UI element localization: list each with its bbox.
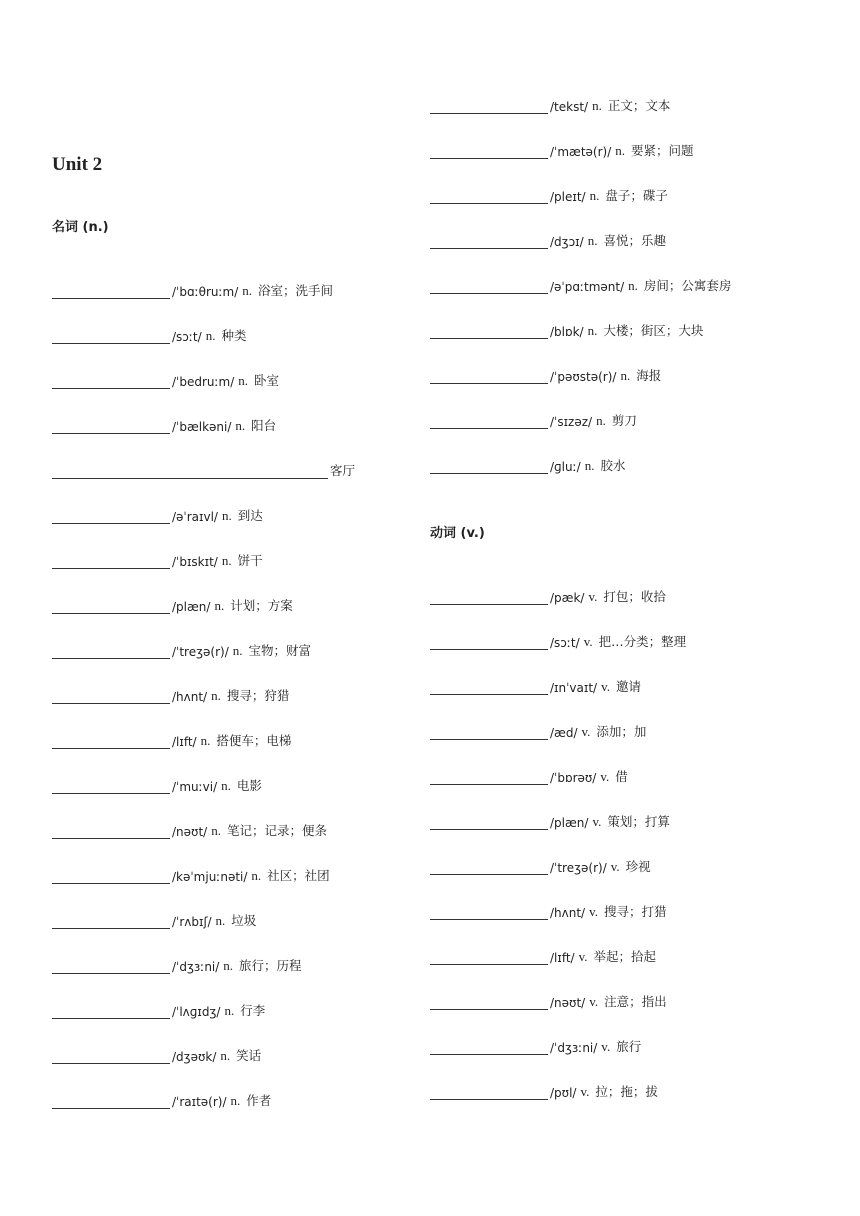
part-of-speech: n. xyxy=(628,278,638,293)
part-of-speech: n. xyxy=(235,418,246,433)
answer-blank[interactable] xyxy=(430,680,548,695)
vocab-row xyxy=(430,274,731,294)
vocab-row xyxy=(52,414,276,434)
vocab-row xyxy=(52,369,279,389)
vocab-row xyxy=(430,454,625,474)
vocab-row xyxy=(430,319,703,339)
part-of-speech: n. xyxy=(214,598,225,613)
answer-blank[interactable] xyxy=(52,869,170,884)
answer-blank[interactable] xyxy=(52,689,170,704)
phonetic: /æd/ xyxy=(550,726,578,740)
chinese-meaning: 注意；指出 xyxy=(604,994,667,1009)
answer-blank[interactable] xyxy=(52,824,170,839)
chinese-meaning: 旅行 xyxy=(616,1039,642,1054)
part-of-speech: n. xyxy=(584,458,595,473)
phonetic: /hʌnt/ xyxy=(550,906,586,920)
phonetic: /sɔːt/ xyxy=(550,636,580,650)
phonetic: /dʒəʊk/ xyxy=(172,1050,217,1064)
vocab-row xyxy=(52,954,302,974)
chinese-meaning: 盘子；碟子 xyxy=(605,188,668,203)
phonetic: /sɔːt/ xyxy=(172,330,202,344)
part-of-speech: n. xyxy=(615,143,625,158)
chinese-meaning: 浴室；洗手间 xyxy=(258,283,334,298)
phonetic: /ˈbɑːθruːm/ xyxy=(172,285,239,299)
phonetic: /ˈrʌbɪʃ/ xyxy=(172,915,212,929)
part-of-speech: n. xyxy=(242,283,253,298)
part-of-speech: v. xyxy=(600,769,610,784)
answer-blank[interactable] xyxy=(52,464,328,479)
chinese-meaning: 阳台 xyxy=(251,418,277,433)
answer-blank[interactable] xyxy=(430,369,548,384)
answer-blank[interactable] xyxy=(430,770,548,785)
phonetic: /nəʊt/ xyxy=(550,996,586,1010)
chinese-meaning: 大楼；街区；大块 xyxy=(603,323,704,338)
vocab-row xyxy=(52,594,293,614)
answer-blank[interactable] xyxy=(52,329,170,344)
phonetic: /əˈraɪvl/ xyxy=(172,510,218,524)
answer-blank[interactable] xyxy=(430,414,548,429)
part-of-speech: v. xyxy=(601,1039,611,1054)
vocab-row xyxy=(430,139,694,159)
chinese-meaning: 搭便车；电梯 xyxy=(216,733,292,748)
chinese-meaning: 作者 xyxy=(246,1093,272,1108)
vocab-row xyxy=(52,504,263,524)
phonetic: /tekst/ xyxy=(550,100,589,114)
phonetic: /ˈtreʒə(r)/ xyxy=(172,645,229,659)
chinese-meaning: 邀请 xyxy=(615,679,641,694)
vocab-row xyxy=(52,819,327,839)
answer-blank[interactable] xyxy=(430,144,548,159)
part-of-speech: v. xyxy=(580,1084,590,1099)
phonetic: /ˈbælkəni/ xyxy=(172,420,232,434)
vocab-row xyxy=(430,990,667,1010)
vocab-row xyxy=(430,675,641,695)
part-of-speech: n. xyxy=(205,328,216,343)
chinese-meaning: 策划；打算 xyxy=(607,814,670,829)
phonetic: /dʒɔɪ/ xyxy=(550,235,584,249)
part-of-speech: n. xyxy=(220,1048,231,1063)
phonetic: /ˈlʌɡɪdʒ/ xyxy=(172,1005,221,1019)
chinese-meaning: 电影 xyxy=(236,778,262,793)
vocab-row xyxy=(52,639,311,659)
answer-blank[interactable] xyxy=(430,324,548,339)
vocab-row xyxy=(52,549,263,569)
section-verbs-heading: 动词 (v.) xyxy=(430,526,485,541)
phonetic: /plæn/ xyxy=(172,600,211,614)
phonetic: /ˈbɪskɪt/ xyxy=(172,555,218,569)
answer-blank[interactable] xyxy=(430,635,548,650)
section-nouns-heading: 名词 (n.) xyxy=(52,220,109,235)
phonetic: /kəˈmjuːnəti/ xyxy=(172,870,248,884)
part-of-speech: v. xyxy=(583,634,593,649)
chinese-meaning: 把…分类；整理 xyxy=(598,634,687,649)
part-of-speech: n. xyxy=(589,188,600,203)
answer-blank[interactable] xyxy=(430,1085,548,1100)
phonetic: /ˈdʒɜːni/ xyxy=(550,1041,598,1055)
answer-blank[interactable] xyxy=(430,234,548,249)
answer-blank[interactable] xyxy=(430,995,548,1010)
answer-blank[interactable] xyxy=(430,590,548,605)
answer-blank[interactable] xyxy=(52,374,170,389)
unit-title: Unit 2 xyxy=(52,154,103,175)
phonetic: /lɪft/ xyxy=(172,735,197,749)
chinese-meaning: 胶水 xyxy=(600,458,626,473)
answer-blank[interactable] xyxy=(52,644,170,659)
vocab-row xyxy=(430,720,646,740)
part-of-speech: n. xyxy=(224,1003,235,1018)
answer-blank[interactable] xyxy=(430,99,548,114)
part-of-speech: v. xyxy=(581,724,591,739)
vocab-row xyxy=(52,459,355,479)
answer-blank[interactable] xyxy=(430,725,548,740)
chinese-meaning: 房间；公寓套房 xyxy=(643,278,732,293)
vocab-row xyxy=(52,729,291,749)
phonetic: /nəʊt/ xyxy=(172,825,208,839)
part-of-speech: n. xyxy=(211,688,221,703)
part-of-speech: n. xyxy=(215,913,226,928)
part-of-speech: n. xyxy=(221,778,231,793)
part-of-speech: v. xyxy=(601,679,610,694)
phonetic: /ɡluː/ xyxy=(550,460,581,474)
answer-blank[interactable] xyxy=(52,779,170,794)
phonetic: /hʌnt/ xyxy=(172,690,208,704)
chinese-meaning: 正文；文本 xyxy=(607,98,671,113)
vocab-row xyxy=(430,585,666,605)
part-of-speech: v. xyxy=(588,589,598,604)
chinese-meaning: 垃圾 xyxy=(231,913,257,928)
vocab-row xyxy=(430,765,628,785)
part-of-speech: v. xyxy=(589,904,599,919)
chinese-meaning: 客厅 xyxy=(330,463,356,478)
answer-blank[interactable] xyxy=(52,914,170,929)
chinese-meaning: 喜悦；乐趣 xyxy=(603,233,666,248)
phonetic: /ɪnˈvaɪt/ xyxy=(550,681,598,695)
chinese-meaning: 搜寻；打猎 xyxy=(604,904,667,919)
chinese-meaning: 拉；拖；拔 xyxy=(595,1084,658,1099)
phonetic: /pʊl/ xyxy=(550,1086,577,1100)
chinese-meaning: 海报 xyxy=(636,368,662,383)
vocab-row xyxy=(430,810,670,830)
part-of-speech: n. xyxy=(223,958,234,973)
part-of-speech: n. xyxy=(587,233,598,248)
chinese-meaning: 计划；方案 xyxy=(230,598,293,613)
chinese-meaning: 借 xyxy=(615,769,628,784)
phonetic: /əˈpɑːtmənt/ xyxy=(550,280,625,294)
vocab-row xyxy=(52,1044,261,1064)
vocab-row xyxy=(430,945,656,965)
vocab-row xyxy=(430,630,686,650)
part-of-speech: v. xyxy=(578,949,588,964)
part-of-speech: v. xyxy=(610,859,620,874)
answer-blank[interactable] xyxy=(52,419,170,434)
chinese-meaning: 种类 xyxy=(221,328,247,343)
answer-blank[interactable] xyxy=(52,284,170,299)
phonetic: /ˈsɪzəz/ xyxy=(550,415,593,429)
part-of-speech: n. xyxy=(230,1093,241,1108)
vocab-row xyxy=(52,909,256,929)
answer-blank[interactable] xyxy=(52,599,170,614)
part-of-speech: n. xyxy=(232,643,243,658)
answer-blank[interactable] xyxy=(430,905,548,920)
vocab-row xyxy=(430,900,667,920)
chinese-meaning: 珍视 xyxy=(625,859,651,874)
answer-blank[interactable] xyxy=(430,189,548,204)
vocab-row xyxy=(430,94,670,114)
part-of-speech: n. xyxy=(211,823,221,838)
vocab-row xyxy=(430,364,661,384)
vocab-row xyxy=(430,1035,641,1055)
answer-blank[interactable] xyxy=(430,815,548,830)
vocab-row xyxy=(52,1089,271,1109)
phonetic: /ˈtreʒə(r)/ xyxy=(550,861,607,875)
part-of-speech: n. xyxy=(238,373,249,388)
answer-blank[interactable] xyxy=(430,279,548,294)
phonetic: /ˈbedruːm/ xyxy=(172,375,235,389)
phonetic: /ˈmætə(r)/ xyxy=(550,145,612,159)
answer-blank[interactable] xyxy=(430,459,548,474)
vocab-row xyxy=(430,409,637,429)
chinese-meaning: 添加；加 xyxy=(596,724,647,739)
phonetic: /ˈmuːvi/ xyxy=(172,780,218,794)
chinese-meaning: 宝物；财富 xyxy=(248,643,312,658)
chinese-meaning: 要紧；问题 xyxy=(631,143,694,158)
answer-blank[interactable] xyxy=(52,1094,170,1109)
vocab-row xyxy=(430,184,668,204)
part-of-speech: n. xyxy=(251,868,262,883)
answer-blank[interactable] xyxy=(52,509,170,524)
vocab-row xyxy=(52,999,265,1019)
vocab-row xyxy=(430,229,666,249)
phonetic: /pæk/ xyxy=(550,591,585,605)
chinese-meaning: 打包；收拾 xyxy=(603,589,666,604)
answer-blank[interactable] xyxy=(430,860,548,875)
part-of-speech: n. xyxy=(200,733,211,748)
chinese-meaning: 举起；拾起 xyxy=(593,949,657,964)
part-of-speech: v. xyxy=(592,814,602,829)
chinese-meaning: 旅行；历程 xyxy=(239,958,302,973)
phonetic: /ˈpəʊstə(r)/ xyxy=(550,370,617,384)
part-of-speech: n. xyxy=(587,323,598,338)
vocab-row xyxy=(52,684,289,704)
chinese-meaning: 剪刀 xyxy=(611,413,637,428)
phonetic: /plæn/ xyxy=(550,816,589,830)
vocab-row xyxy=(52,324,246,344)
part-of-speech: n. xyxy=(596,413,606,428)
answer-blank[interactable] xyxy=(52,734,170,749)
vocab-row xyxy=(52,279,333,299)
answer-blank[interactable] xyxy=(52,1049,170,1064)
vocab-row xyxy=(52,864,330,884)
chinese-meaning: 行李 xyxy=(240,1003,266,1018)
phonetic: /lɪft/ xyxy=(550,951,575,965)
phonetic: /blɒk/ xyxy=(550,325,584,339)
chinese-meaning: 笑话 xyxy=(236,1048,262,1063)
vocab-row xyxy=(430,1080,658,1100)
part-of-speech: v. xyxy=(589,994,599,1009)
part-of-speech: n. xyxy=(221,508,232,523)
vocab-row xyxy=(52,774,262,794)
answer-blank[interactable] xyxy=(52,959,170,974)
chinese-meaning: 饼干 xyxy=(237,553,263,568)
part-of-speech: n. xyxy=(221,553,232,568)
chinese-meaning: 社区；社团 xyxy=(267,868,330,883)
answer-blank[interactable] xyxy=(52,1004,170,1019)
answer-blank[interactable] xyxy=(430,950,548,965)
chinese-meaning: 卧室 xyxy=(254,373,280,388)
vocab-row xyxy=(430,855,651,875)
chinese-meaning: 搜寻；狩猎 xyxy=(226,688,290,703)
part-of-speech: n. xyxy=(620,368,631,383)
phonetic: /ˈraɪtə(r)/ xyxy=(172,1095,227,1109)
phonetic: /ˈdʒɜːni/ xyxy=(172,960,220,974)
chinese-meaning: 到达 xyxy=(237,508,263,523)
part-of-speech: n. xyxy=(592,98,602,113)
phonetic: /pleɪt/ xyxy=(550,190,586,204)
answer-blank[interactable] xyxy=(52,554,170,569)
phonetic: /ˈbɒrəʊ/ xyxy=(550,771,597,785)
chinese-meaning: 笔记；记录；便条 xyxy=(226,823,327,838)
answer-blank[interactable] xyxy=(430,1040,548,1055)
